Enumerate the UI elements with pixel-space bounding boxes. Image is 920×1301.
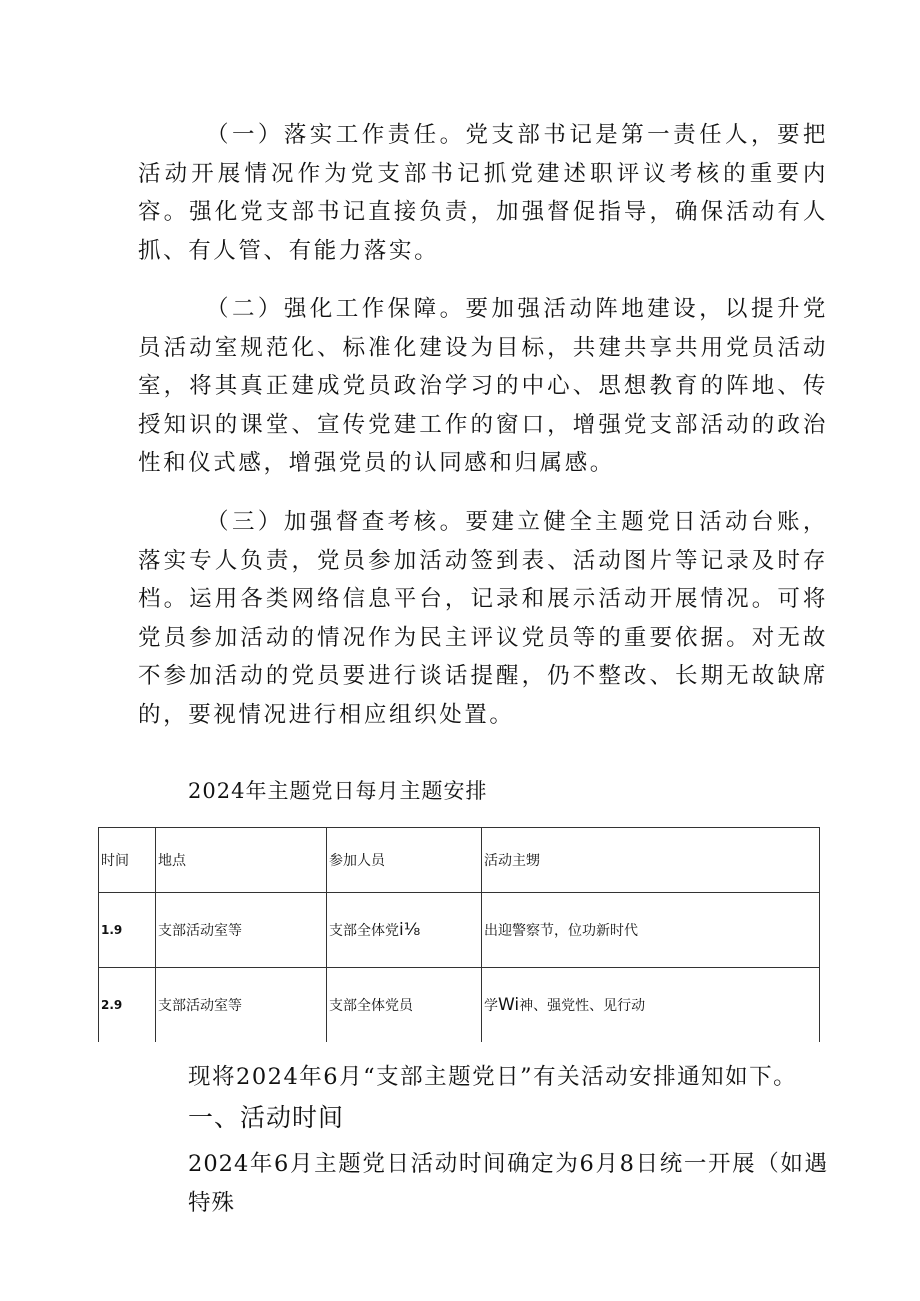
row-participants: 支部全体党员 bbox=[327, 968, 482, 1043]
header-place: 地点 bbox=[156, 828, 327, 893]
participants-garbled: i⅛ bbox=[399, 920, 421, 940]
table-header-row bbox=[99, 828, 820, 893]
row-theme: 出迎警察节，位功新时代 bbox=[482, 893, 820, 968]
theme-prefix: 学 bbox=[484, 998, 498, 1014]
table-caption: 2024年主题党日每月主题安排 bbox=[188, 779, 488, 803]
header-theme: 活动主甥 bbox=[482, 828, 820, 893]
paragraph-work-guarantee: （二）强化工作保障。要加强活动阵地建设，以提升党员活动室规范化、标准化建设为目标，共建共享共用党员活动室，将其真正建成党员政治学习的中心、思想教育的阵地、传授知识的课堂、宣传党建工作的窗口，增强党支部活动的政治性和仪式感，增强党员的认同感和归属感。 bbox=[138, 296, 828, 476]
row-time: 2.9 bbox=[99, 968, 156, 1043]
row-place: 支部活动室等 bbox=[156, 968, 327, 1043]
header-participants: 参加人员 bbox=[327, 828, 482, 893]
row-time: 1.9 bbox=[99, 893, 156, 968]
header-time: 时间 bbox=[99, 828, 156, 893]
row-place: 支部活动室等 bbox=[156, 893, 327, 968]
paragraph-supervision: （三）加强督查考核。要建立健全主题党日活动台账，落实专人负责，党员参加活动签到表、活动图片等记录及时存档。运用各类网络信息平台，记录和展示活动开展情况。可将党员参加活动的情况作为民主评议党员等的重要依据。对无故不参加活动的党员要进行谈话提醒，仍不整改、长期无故缺席的，要视情况进行相应组织处置。 bbox=[138, 509, 828, 728]
table-row bbox=[99, 893, 820, 968]
section-heading: 一、活动时间 bbox=[188, 1103, 345, 1132]
theme-garbled: Wi bbox=[498, 995, 520, 1015]
row-theme bbox=[482, 968, 820, 1043]
participants-text: 支部全体党 bbox=[329, 923, 399, 939]
notice-text: 现将2024年6月“支部主题党日”有关活动安排通知如下。 bbox=[188, 1064, 798, 1090]
paragraph-work-responsibility: （一）落实工作责任。党支部书记是第一责任人，要把活动开展情况作为党支部书记抓党建述职评议考核的重要内容。强化党支部书记直接负责，加强督促指导，确保活动有人抓、有人管、有能力落实。 bbox=[138, 122, 828, 264]
table-row bbox=[99, 968, 820, 1043]
section-text: 2024年6月主题党日活动时间确定为6月8日统一开展（如遇特殊 bbox=[188, 1151, 828, 1216]
theme-suffix: 神、强党性、见行动 bbox=[519, 998, 646, 1014]
row-participants bbox=[327, 893, 482, 968]
monthly-theme-table bbox=[98, 827, 820, 1042]
